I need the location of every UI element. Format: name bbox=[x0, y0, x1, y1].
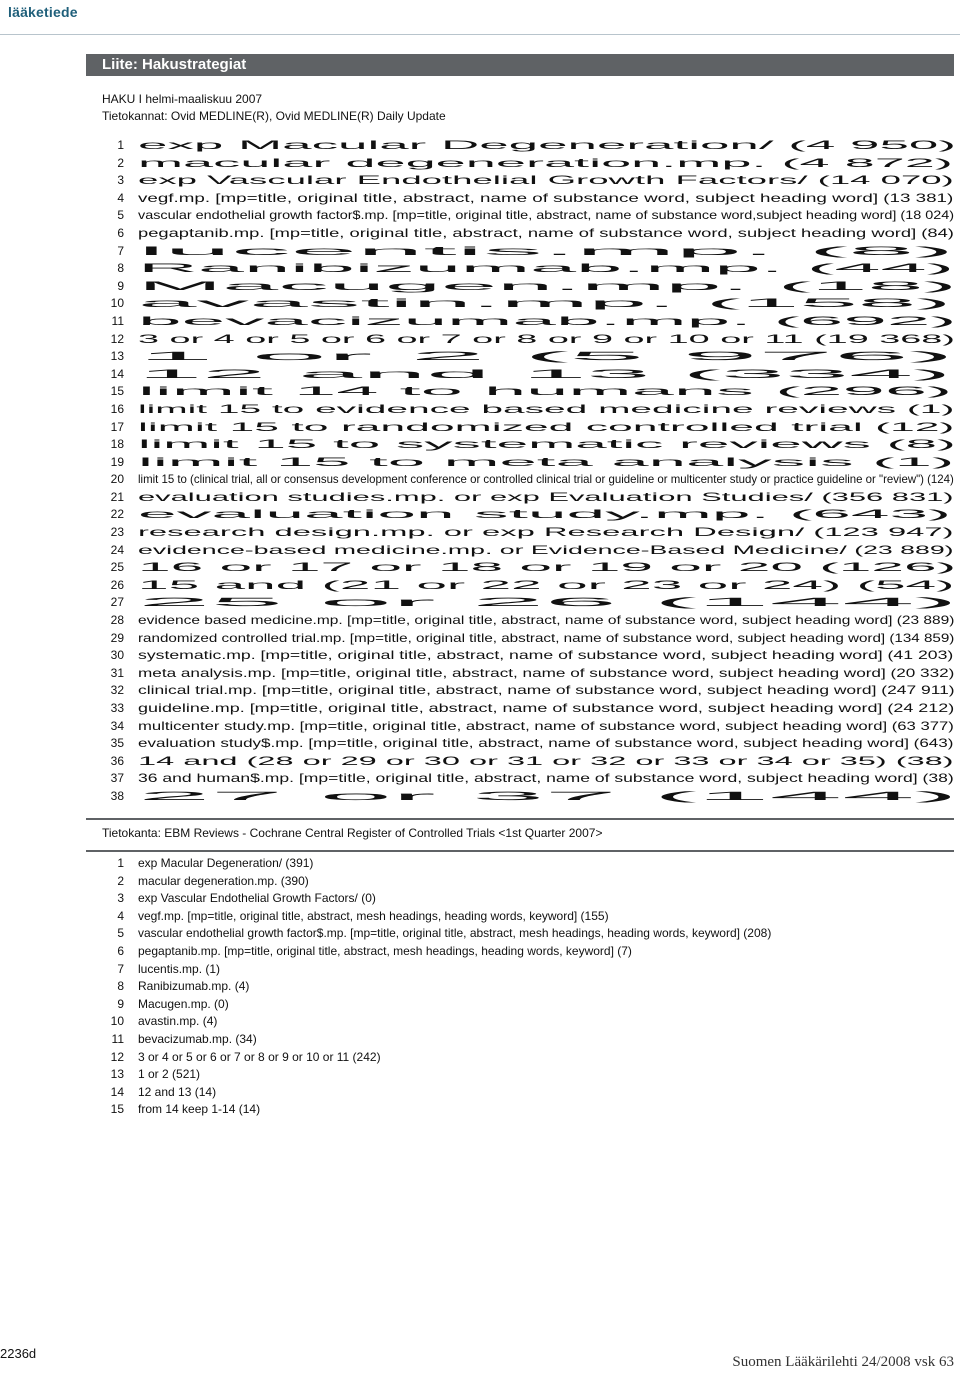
search-row-number: 4 bbox=[117, 190, 124, 205]
search-row bbox=[102, 908, 771, 926]
search-row-number: 22 bbox=[110, 507, 124, 522]
search-row-number: 10 bbox=[110, 1014, 124, 1029]
search-row-number: 15 bbox=[110, 1102, 124, 1117]
search-row-number: 13 bbox=[110, 1067, 124, 1082]
search-row-query: 36 and human$.mp. [mp=title, original title, abstract, name of substance word, subject heading word] (38) bbox=[138, 771, 954, 786]
search-row-query: Macugen.mp. (18) bbox=[138, 278, 958, 293]
search-databases: Tietokannat: Ovid MEDLINE(R), Ovid MEDLINE(R) Daily Update bbox=[102, 109, 446, 123]
top-divider bbox=[0, 34, 960, 35]
search-row-query: research design.mp. or exp Research Design/ (123 947) bbox=[138, 525, 954, 540]
search-row-number: 27 bbox=[110, 595, 124, 610]
search-row-number: 33 bbox=[110, 701, 124, 715]
search-row-number: 1 bbox=[117, 856, 124, 870]
search-row-query: evaluation study$.mp. [mp=title, original title, abstract, name of substance word, subject heading word] (643) bbox=[138, 736, 954, 751]
search-row-number: 7 bbox=[117, 961, 124, 976]
search-row bbox=[102, 925, 771, 943]
search-row-number: 3 bbox=[117, 891, 124, 906]
search-row-query: 15 and (21 or 22 or 23 or 24) (54) bbox=[138, 577, 955, 592]
search-row-number: 2 bbox=[117, 155, 124, 170]
search-row-number: 6 bbox=[117, 943, 124, 958]
search-row-number: 16 bbox=[110, 401, 124, 416]
search-row bbox=[102, 996, 771, 1014]
search-row bbox=[102, 682, 960, 700]
search-row-number: 24 bbox=[110, 542, 124, 557]
search-row bbox=[102, 1031, 771, 1049]
search-row-query: avastin.mp. (4) bbox=[138, 1014, 218, 1029]
search-row-query: lucentis.mp. (1) bbox=[138, 961, 221, 976]
search-row-number: 11 bbox=[111, 1031, 124, 1046]
section-divider bbox=[86, 818, 954, 820]
search-row bbox=[102, 295, 960, 313]
search-row bbox=[102, 978, 771, 996]
search-row-number: 14 bbox=[110, 366, 124, 381]
search-row-number: 38 bbox=[110, 788, 124, 803]
search-row bbox=[102, 436, 960, 454]
section-divider bbox=[86, 850, 954, 852]
search-row bbox=[102, 172, 960, 190]
search-row-query: limit 15 to meta analysis (1) bbox=[138, 454, 955, 469]
search-row-query: 27 or 37 (144) bbox=[138, 788, 959, 803]
search-row bbox=[102, 665, 960, 683]
search-row-query: bevacizumab.mp. (692) bbox=[138, 313, 957, 328]
search-row-query: pegaptanib.mp. [mp=title, original title, abstract, name of substance word, subject heading word] (84) bbox=[138, 225, 954, 240]
search-row bbox=[102, 753, 960, 771]
medline-search-list bbox=[102, 137, 960, 806]
search-row bbox=[102, 524, 960, 542]
search-row-number: 32 bbox=[110, 683, 124, 698]
search-row-query: systematic.mp. [mp=title, original title, abstract, name of substance word, subject heading word] (41 203) bbox=[138, 648, 954, 663]
search-row-query: clinical trial.mp. [mp=title, original title, abstract, name of substance word, subject heading word] (247 911) bbox=[138, 683, 955, 698]
search-row-query: vegf.mp. [mp=title, original title, abstract, name of substance word, subject heading word] (13 381) bbox=[138, 190, 954, 205]
search-row-query: Ranibizumab.mp. (4) bbox=[138, 979, 250, 994]
search-row-number: 31 bbox=[110, 665, 124, 680]
search-row-number: 1 bbox=[117, 138, 124, 152]
search-row-number: 11 bbox=[111, 313, 124, 328]
search-row bbox=[102, 1066, 771, 1084]
search-row bbox=[102, 700, 960, 718]
search-row bbox=[102, 401, 960, 419]
search-row bbox=[102, 630, 960, 648]
search-row bbox=[102, 137, 960, 155]
search-row-number: 12 bbox=[110, 331, 124, 346]
search-row-query: 16 or 17 or 18 or 19 or 20 (126) bbox=[138, 560, 957, 575]
appendix-title: Liite: Hakustrategiat bbox=[86, 54, 954, 76]
search-row-number: 10 bbox=[110, 296, 124, 311]
search-row-query: Macugen.mp. (0) bbox=[138, 996, 229, 1011]
search-row-number: 18 bbox=[110, 437, 124, 452]
search-row-query: evidence based medicine.mp. [mp=title, original title, abstract, name of substance word, subject heading word] (23 889) bbox=[138, 613, 955, 628]
search-row bbox=[102, 542, 960, 560]
search-row-query: from 14 keep 1-14 (14) bbox=[138, 1102, 261, 1117]
section-tag: lääketiede bbox=[8, 4, 78, 20]
search-row bbox=[102, 278, 960, 296]
search-row-query: randomized controlled trial.mp. [mp=title, original title, abstract, name of substance word, subject heading word] (134 859) bbox=[138, 630, 955, 645]
search-row bbox=[102, 313, 960, 331]
search-row bbox=[102, 890, 771, 908]
search-row bbox=[102, 243, 960, 261]
search-row bbox=[102, 612, 960, 630]
search-row bbox=[102, 1101, 771, 1119]
search-row-query: limit 15 to (clinical trial, all or consensus development conference or controlled clinical trial or guideline or multicenter study or practice guideline or "review") (124) bbox=[138, 472, 954, 487]
search-row bbox=[102, 331, 960, 349]
search-row bbox=[102, 225, 960, 243]
search-row-query: vegf.mp. [mp=title, original title, abstract, mesh headings, heading words, keyword] (155) bbox=[138, 908, 609, 923]
search-row-query: evaluation study.mp. (643) bbox=[138, 507, 952, 522]
search-row-number: 12 bbox=[110, 1049, 124, 1064]
search-row bbox=[102, 855, 771, 873]
search-row bbox=[102, 577, 960, 595]
search-row-query: evaluation studies.mp. or exp Evaluation Studies/ (356 831) bbox=[138, 489, 954, 504]
search-row-number: 6 bbox=[117, 225, 124, 240]
search-row bbox=[102, 961, 771, 979]
search-row bbox=[102, 873, 771, 891]
search-row-query: evidence-based medicine.mp. or Evidence-Based Medicine/ (23 889) bbox=[138, 542, 954, 557]
search-row-query: avastin.mp. (158) bbox=[138, 296, 952, 311]
search-row-number: 19 bbox=[110, 454, 124, 469]
search-row-query: guideline.mp. [mp=title, original title, abstract, name of substance word, subject heading word] (24 212) bbox=[138, 701, 955, 715]
search-row bbox=[102, 506, 960, 524]
search-row-query: Ranibizumab.mp. (44) bbox=[138, 261, 955, 276]
search-row-query: exp Vascular Endothelial Growth Factors/ (14 070) bbox=[138, 173, 954, 188]
journal-footer: Suomen Lääkärilehti 24/2008 vsk 63 bbox=[732, 1354, 954, 1370]
search-row bbox=[102, 594, 960, 612]
search-row-query: pegaptanib.mp. [mp=title, original title, abstract, mesh headings, heading words, keyword] (7) bbox=[138, 943, 632, 958]
search-row-number: 29 bbox=[110, 630, 124, 645]
search-row bbox=[102, 1049, 771, 1067]
search-row bbox=[102, 718, 960, 736]
search-row-query: exp Macular Degeneration/ (4 950) bbox=[138, 138, 956, 152]
search-row-query: limit 15 to randomized controlled trial (12) bbox=[138, 419, 955, 434]
search-row-query: 25 or 26 (144) bbox=[138, 595, 959, 610]
search-row bbox=[102, 419, 960, 437]
search-row-query: macular degeneration.mp. (4 872) bbox=[138, 155, 953, 170]
search-row-number: 36 bbox=[110, 753, 124, 768]
search-row bbox=[102, 770, 960, 788]
search-row bbox=[102, 207, 960, 225]
search-row-number: 21 bbox=[110, 489, 124, 504]
search-row-number: 28 bbox=[110, 613, 124, 628]
search-row-number: 5 bbox=[117, 208, 124, 223]
search-row-query: macular degeneration.mp. (390) bbox=[138, 873, 309, 888]
cochrane-search-list bbox=[102, 855, 771, 1119]
search-row-number: 8 bbox=[117, 979, 124, 994]
search-row-number: 37 bbox=[110, 771, 124, 786]
search-row-number: 9 bbox=[117, 278, 124, 293]
search-row bbox=[102, 1084, 771, 1102]
search-row-number: 35 bbox=[110, 736, 124, 751]
cochrane-database-label: Tietokanta: EBM Reviews - Cochrane Central Register of Controlled Trials <1st Quarter 2007> bbox=[102, 826, 603, 840]
search-row-query: vascular endothelial growth factor$.mp. [mp=title, original title, abstract, name of substance word,subject heading word] (18 024) bbox=[138, 208, 955, 223]
search-row-number: 26 bbox=[110, 577, 124, 592]
search-row-query: exp Macular Degeneration/ (391) bbox=[138, 856, 314, 870]
search-row bbox=[102, 1013, 771, 1031]
search-row bbox=[102, 489, 960, 507]
search-row bbox=[102, 943, 771, 961]
search-row-number: 14 bbox=[110, 1084, 124, 1099]
search-row-number: 9 bbox=[117, 996, 124, 1011]
search-row bbox=[102, 559, 960, 577]
search-row-query: 12 and 13 (334) bbox=[138, 366, 952, 381]
search-row-query: limit 14 to humans (296) bbox=[138, 384, 953, 399]
search-row-number: 34 bbox=[110, 718, 124, 733]
search-row-query: bevacizumab.mp. (34) bbox=[138, 1031, 257, 1046]
search-row-query: 1 or 2 (5 976) bbox=[138, 349, 955, 364]
search-period: HAKU I helmi-maaliskuu 2007 bbox=[102, 92, 263, 106]
search-row-number: 23 bbox=[110, 525, 124, 540]
search-row bbox=[102, 735, 960, 753]
search-row-query: multicenter study.mp. [mp=title, original title, abstract, name of substance word, subject heading word] (63 377) bbox=[138, 718, 954, 733]
search-row-number: 17 bbox=[110, 419, 124, 434]
search-row-query: meta analysis.mp. [mp=title, original title, abstract, name of substance word, subject heading word] (20 332) bbox=[138, 665, 955, 680]
search-row bbox=[102, 366, 960, 384]
search-row-number: 8 bbox=[117, 261, 124, 276]
search-row-number: 20 bbox=[110, 472, 124, 487]
search-row-query: limit 15 to systematic reviews (8) bbox=[138, 437, 956, 452]
search-row-number: 25 bbox=[110, 560, 124, 575]
page-number: 2236d bbox=[0, 1346, 37, 1361]
search-row-query: 14 and (28 or 29 or 30 or 31 or 32 or 33 or 34 or 35) (38) bbox=[138, 753, 954, 768]
search-row bbox=[102, 471, 960, 489]
search-row-number: 4 bbox=[117, 908, 124, 923]
search-row bbox=[102, 155, 960, 173]
search-row bbox=[102, 348, 960, 366]
search-row-number: 7 bbox=[117, 243, 124, 258]
search-row-query: limit 15 to evidence based medicine reviews (1) bbox=[138, 401, 955, 416]
search-row-query: lucentis.mp. (8) bbox=[138, 243, 955, 258]
search-row-query: exp Vascular Endothelial Growth Factors/ (0) bbox=[138, 891, 376, 906]
search-row-query: 12 and 13 (14) bbox=[138, 1084, 217, 1099]
search-row bbox=[102, 260, 960, 278]
search-row-query: 1 or 2 (521) bbox=[138, 1067, 201, 1082]
search-row bbox=[102, 647, 960, 665]
search-row-query: vascular endothelial growth factor$.mp. [mp=title, original title, abstract, mesh headings, heading words, keyword] (208) bbox=[138, 926, 772, 941]
search-row bbox=[102, 190, 960, 208]
search-row-number: 30 bbox=[110, 648, 124, 663]
search-row-query: 3 or 4 or 5 or 6 or 7 or 8 or 9 or 10 or 11 (242) bbox=[138, 1049, 381, 1064]
search-row bbox=[102, 383, 960, 401]
search-row bbox=[102, 788, 960, 806]
search-row-query: 3 or 4 or 5 or 6 or 7 or 8 or 9 or 10 or 11 (19 368) bbox=[138, 331, 955, 346]
search-row bbox=[102, 454, 960, 472]
search-row-number: 5 bbox=[117, 926, 124, 941]
search-row-number: 3 bbox=[117, 173, 124, 188]
search-row-number: 13 bbox=[110, 349, 124, 364]
search-row-number: 15 bbox=[110, 384, 124, 399]
search-row-number: 2 bbox=[117, 873, 124, 888]
